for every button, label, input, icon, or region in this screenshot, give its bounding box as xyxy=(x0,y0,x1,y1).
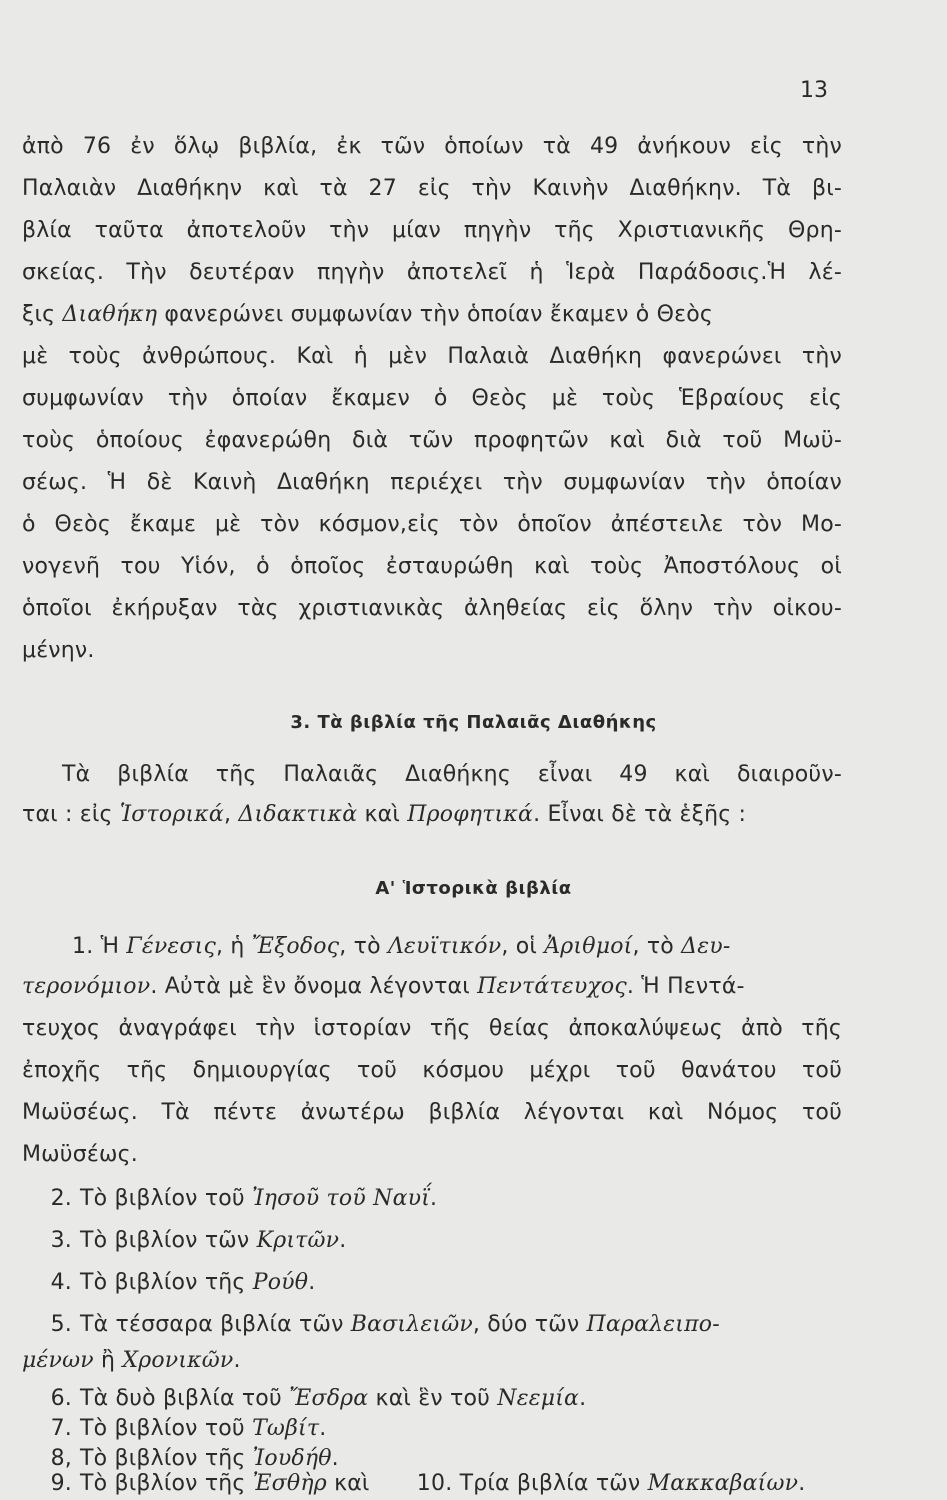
italic-term: Ἱστορικά xyxy=(119,802,224,827)
text-run: . Αὐτὰ μὲ ἓν ὄνομα λέγονται xyxy=(150,974,478,999)
italic-term: Ρούθ xyxy=(252,1270,309,1295)
text-run: Τρία βιβλία τῶν xyxy=(459,1471,648,1496)
list-item xyxy=(20,1226,840,1256)
item-number: 7. xyxy=(50,1416,72,1441)
text-run: , τὸ xyxy=(632,934,682,959)
italic-term: μένων xyxy=(22,1348,94,1373)
text-run: Τὸ βιβλίον τοῦ xyxy=(80,1416,253,1441)
italic-term: Διδακτικὰ xyxy=(238,802,358,827)
text-line: μὲ τοὺς ἀνθρώπους. Καὶ ἡ μὲν Παλαιὰ Διαθήκη φανερώνει τὴν xyxy=(22,344,842,369)
text-run: , xyxy=(224,802,239,827)
section-heading: 3. Τὰ βιβλία τῆς Παλαιᾶς Διαθήκης xyxy=(290,712,657,733)
text-run: . xyxy=(308,1270,316,1295)
text-line: τοὺς ὁποίους ἐφανερώθη διὰ τῶν προφητῶν καὶ διὰ τοῦ Μωϋ- xyxy=(22,428,842,453)
text-run: Τὸ βιβλίον τῆς xyxy=(80,1270,253,1295)
italic-term: Τωβίτ xyxy=(252,1416,320,1441)
text-run: , οἱ xyxy=(501,934,545,959)
text-run: καὶ xyxy=(326,1471,370,1496)
italic-term: Προφητικά xyxy=(407,802,534,827)
text-run: . Ἡ Πεντά- xyxy=(626,974,745,999)
text-run: ἢ xyxy=(93,1348,123,1373)
italic-term: Μακκαβαίων xyxy=(647,1471,799,1496)
text-run: Τὸ βιβλίον τῶν xyxy=(80,1228,257,1253)
text-run: . Εἶναι δὲ τὰ ἑξῆς : xyxy=(533,802,747,827)
text-line: σέως. Ἡ δὲ Καινὴ Διαθήκη περιέχει τὴν συμφωνίαν τὴν ὁποίαν xyxy=(22,470,842,495)
item-number: 8, xyxy=(50,1446,72,1471)
text-line: σκείας. Τὴν δευτέραν πηγὴν ἀποτελεῖ ἡ Ἱερὰ Παράδοσις.Ἡ λέ- xyxy=(22,260,842,285)
italic-term: Ἔξοδος xyxy=(251,934,340,959)
item-number: 5. xyxy=(50,1312,72,1337)
italic-term: Ἰησοῦ τοῦ Ναυΐ xyxy=(252,1186,431,1211)
item-number: 6. xyxy=(50,1386,72,1411)
text-run: Τὸ βιβλίον τοῦ xyxy=(80,1186,253,1211)
text-line xyxy=(22,972,842,1002)
text-line: συμφωνίαν τὴν ὁποίαν ἔκαμεν ὁ Θεὸς μὲ τοὺς Ἑβραίους εἰς xyxy=(22,386,842,411)
italic-term: Πεντάτευχος xyxy=(477,974,627,999)
list-item xyxy=(72,932,842,962)
text-line: Τὰ βιβλία τῆς Παλαιᾶς Διαθήκης εἶναι 49 καὶ διαιροῦν- xyxy=(62,762,842,787)
text-run: φανερώνει συμφωνίαν τὴν ὁποίαν ἔκαμεν ὁ Θεὸς xyxy=(157,302,713,327)
text-line xyxy=(22,800,842,830)
text-run: . xyxy=(798,1471,806,1496)
text-line xyxy=(22,1346,842,1376)
list-item xyxy=(20,1268,840,1298)
subheading: Α' Ἱστορικὰ βιβλία xyxy=(375,878,572,899)
italic-term: Ἐσθὴρ xyxy=(252,1471,327,1496)
item-number: 2. xyxy=(50,1186,72,1211)
italic-term: Βασιλειῶν xyxy=(350,1312,473,1337)
text-line: νογενῆ του Υἱόν, ὁ ὁποῖος ἐσταυρώθη καὶ τοὺς Ἀποστόλους οἱ xyxy=(22,554,842,579)
list-item xyxy=(20,1384,840,1414)
italic-term: Διαθήκη xyxy=(62,302,158,327)
text-run: Τὸ βιβλίον τῆς xyxy=(80,1471,253,1496)
item-number: 10. xyxy=(416,1471,453,1496)
text-run: . xyxy=(319,1416,327,1441)
italic-term: Ἔσδρα xyxy=(289,1386,369,1411)
italic-term: Κριτῶν xyxy=(256,1228,340,1253)
text-run: . xyxy=(430,1186,438,1211)
text-run: ται : εἰς xyxy=(22,802,120,827)
italic-term: Ἀριθμοί xyxy=(544,934,633,959)
text-run: , ἡ xyxy=(215,934,252,959)
item-number: 3. xyxy=(50,1228,72,1253)
text-run: Τὰ τέσσαρα βιβλία τῶν xyxy=(80,1312,351,1337)
text-run: . xyxy=(233,1348,241,1373)
italic-term: Νεεμία xyxy=(497,1386,580,1411)
text-run: . xyxy=(339,1228,347,1253)
text-line: Παλαιὰν Διαθήκην καὶ τὰ 27 εἰς τὴν Καινὴν Διαθήκην. Τὰ βι- xyxy=(22,176,842,201)
text-run: Τὰ δυὸ βιβλία τοῦ xyxy=(80,1386,290,1411)
italic-term: τερονόμιον xyxy=(22,974,151,999)
text-run: καὶ xyxy=(357,802,408,827)
text-line: ἐποχῆς τῆς δημιουργίας τοῦ κόσμου μέχρι τοῦ θανάτου τοῦ xyxy=(22,1058,842,1083)
list-item xyxy=(20,1184,840,1214)
text-run: . xyxy=(331,1446,339,1471)
italic-term: Χρονικῶν xyxy=(122,1348,234,1373)
italic-term: Δευ- xyxy=(681,934,731,959)
italic-term: Γένεσις xyxy=(126,934,216,959)
text-run: Τὸ βιβλίον τῆς xyxy=(80,1446,253,1471)
italic-term: Ἰουδήθ xyxy=(252,1446,332,1471)
text-run: καὶ ἓν τοῦ xyxy=(368,1386,498,1411)
list-item-10 xyxy=(417,1471,806,1496)
list-item xyxy=(20,1470,840,1498)
text-line: τευχος ἀναγράφει τὴν ἱστορίαν τῆς θείας ἀποκαλύψεως ἀπὸ τῆς xyxy=(22,1016,842,1041)
text-line: Μωϋσέως. Τὰ πέντε ἀνωτέρω βιβλία λέγονται καὶ Νόμος τοῦ xyxy=(22,1100,842,1125)
italic-term: Λευϊτικόν xyxy=(387,934,502,959)
page-number: 13 xyxy=(800,78,828,103)
italic-term: Παραλειπο- xyxy=(586,1312,720,1337)
text-line: Μωϋσέως. xyxy=(22,1142,138,1167)
text-line: μένην. xyxy=(22,638,95,663)
text-line: ὁ Θεὸς ἔκαμε μὲ τὸν κόσμον,εἰς τὸν ὁποῖον ἀπέστειλε τὸν Μο- xyxy=(22,512,842,537)
text-line: ἀπὸ 76 ἐν ὅλῳ βιβλία, ἐκ τῶν ὁποίων τὰ 49 ἀνήκουν εἰς τὴν xyxy=(22,134,842,159)
text-run: 1. Ἡ xyxy=(72,934,127,959)
list-item xyxy=(20,1310,840,1340)
text-run: , τὸ xyxy=(339,934,388,959)
text-line: ὁποῖοι ἐκήρυξαν τὰς χριστιανικὰς ἀληθείας εἰς ὅλην τὴν οἰκου- xyxy=(22,596,842,621)
text-line: βλία ταῦτα ἀποτελοῦν τὴν μίαν πηγὴν τῆς Χριστιανικῆς Θρη- xyxy=(22,218,842,243)
item-number: 4. xyxy=(50,1270,72,1295)
text-line xyxy=(22,300,842,330)
text-run: . xyxy=(579,1386,587,1411)
list-item xyxy=(20,1414,840,1444)
text-run: , δύο τῶν xyxy=(472,1312,587,1337)
item-number: 9. xyxy=(50,1471,72,1496)
text-run: ξις xyxy=(22,302,63,327)
